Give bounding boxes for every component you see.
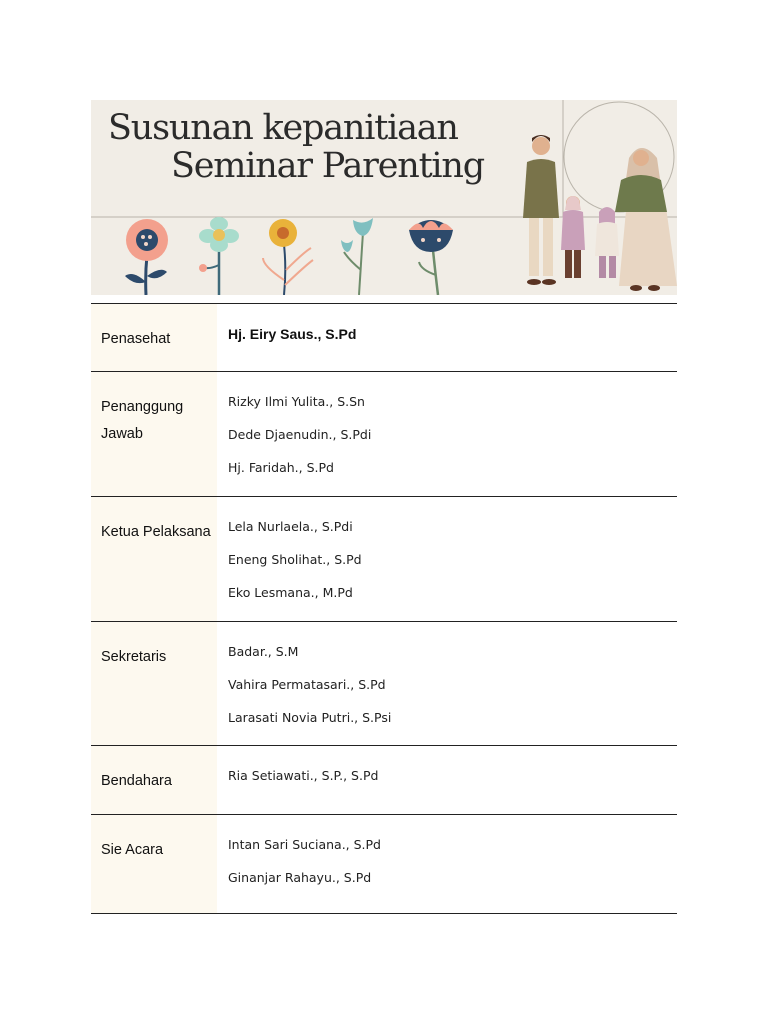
- member-name: Lela Nurlaela., S.Pdi: [228, 519, 353, 534]
- flower-yellow-icon: [263, 219, 313, 295]
- member-name: Dede Djaenudin., S.Pdi: [228, 427, 372, 442]
- header-banner: [91, 100, 677, 295]
- member-list: [217, 304, 677, 371]
- row-label: Ketua Pelaksana: [91, 497, 217, 621]
- committee-table: [91, 303, 677, 914]
- member-name: Hj. Eiry Saus., S.Pd: [228, 326, 357, 342]
- member-list: [217, 622, 677, 745]
- member-name: Larasati Novia Putri., S.Psi: [228, 710, 392, 725]
- member-name: Intan Sari Suciana., S.Pd: [228, 837, 381, 852]
- flower-navy-icon: [409, 220, 453, 295]
- family-illustration: [523, 135, 677, 291]
- member-name: Ginanjar Rahayu., S.Pd: [228, 870, 372, 885]
- flower-pink-icon: [125, 219, 168, 295]
- member-list: [217, 815, 677, 913]
- row-label: Sie Acara: [91, 815, 217, 913]
- page-title-line1: Susunan kepanitiaan: [108, 108, 458, 148]
- member-name: Rizky Ilmi Yulita., S.Sn: [228, 394, 365, 409]
- member-name: Badar., S.M: [228, 644, 299, 659]
- member-name: Ria Setiawati., S.P., S.Pd: [228, 768, 379, 783]
- member-list: [217, 372, 677, 496]
- member-name: Hj. Faridah., S.Pd: [228, 460, 334, 475]
- member-list: [217, 497, 677, 621]
- table-row: [91, 745, 677, 814]
- member-name: Eko Lesmana., M.Pd: [228, 585, 353, 600]
- table-row: [91, 814, 677, 914]
- table-row: [91, 371, 677, 496]
- flower-mint-icon: [199, 217, 239, 295]
- table-row: [91, 303, 677, 371]
- row-label: Penanggung Jawab: [91, 372, 217, 496]
- flower-teal-icon: [341, 218, 373, 295]
- row-label: Penasehat: [91, 304, 217, 371]
- row-label: Sekretaris: [91, 622, 217, 745]
- row-label: Bendahara: [91, 746, 217, 814]
- page-title-line2: Seminar Parenting: [171, 146, 484, 186]
- member-list: [217, 746, 677, 814]
- table-row: [91, 621, 677, 745]
- member-name: Eneng Sholihat., S.Pd: [228, 552, 362, 567]
- member-name: Vahira Permatasari., S.Pd: [228, 677, 386, 692]
- table-row: [91, 496, 677, 621]
